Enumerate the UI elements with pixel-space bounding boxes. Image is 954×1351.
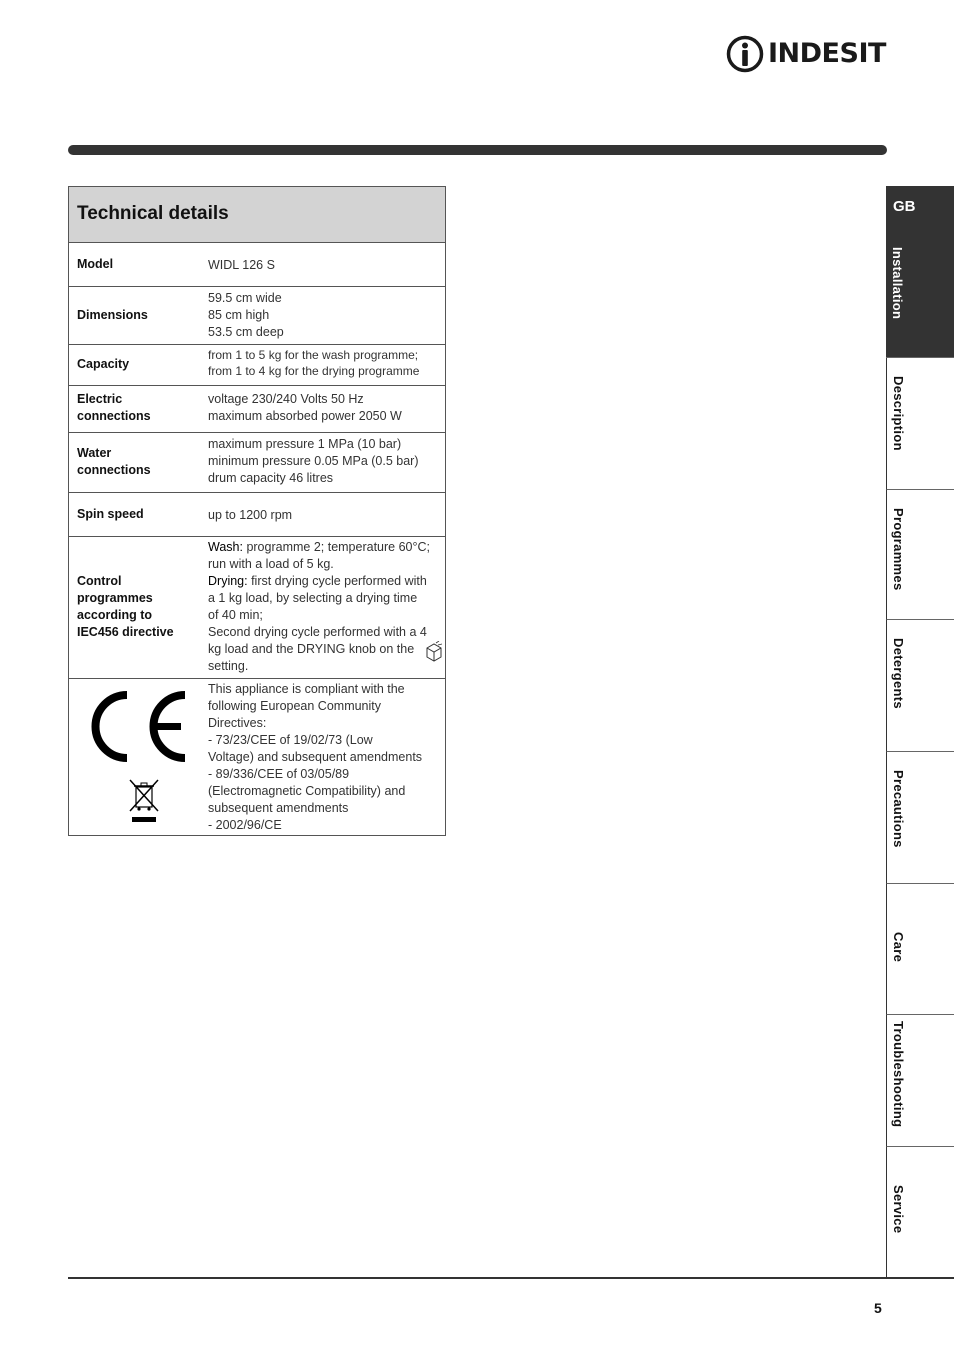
value-line: following European Community xyxy=(208,699,382,713)
tab-installation[interactable] xyxy=(886,229,954,358)
table-header xyxy=(69,187,445,243)
table-title: Technical details xyxy=(77,203,229,224)
page-number: 5 xyxy=(874,1300,882,1316)
value-line: This appliance is compliant with the xyxy=(208,682,405,696)
value-line: Wash: programme 2; temperature 60°C; xyxy=(208,540,430,554)
value-line: setting. xyxy=(208,659,249,673)
table-row-model xyxy=(69,243,445,287)
table-row-water xyxy=(69,433,445,493)
value-line: subsequent amendments xyxy=(208,801,349,815)
value-line: Drying: first drying cycle performed with xyxy=(208,574,427,588)
value-line: of 40 min; xyxy=(208,608,263,622)
value-line: (Electromagnetic Compatibility) and xyxy=(208,784,406,798)
value-line: from 1 to 4 kg for the drying programme xyxy=(208,363,420,378)
tab-programmes[interactable] xyxy=(886,490,954,620)
value-line: Voltage) and subsequent amendments xyxy=(208,750,423,764)
row-value xyxy=(208,391,402,425)
row-value xyxy=(208,681,422,834)
value-line: Directives: xyxy=(208,716,267,730)
tab-label: Installation xyxy=(890,247,905,320)
indesit-logo xyxy=(726,34,886,74)
row-label: Electric connections xyxy=(77,392,151,423)
tab-service[interactable] xyxy=(886,1147,954,1278)
value-line: 53.5 cm deep xyxy=(208,325,284,339)
row-value xyxy=(208,348,419,379)
value-line: minimum pressure 0.05 MPa (0.5 bar) xyxy=(208,454,419,468)
row-value xyxy=(208,539,430,675)
row-label: Control programmes according to IEC456 directive xyxy=(77,574,174,639)
value-line: 85 cm high xyxy=(208,308,270,322)
table-row-dimensions xyxy=(69,287,445,345)
value-line: - 89/336/CEE of 03/05/89 xyxy=(208,767,350,781)
ce-mark-icon xyxy=(91,689,191,764)
indesit-i-logo-icon xyxy=(726,35,764,73)
tab-label: Service xyxy=(891,1185,906,1234)
language-label: GB xyxy=(893,198,916,215)
tab-label: Troubleshooting xyxy=(891,1021,906,1128)
row-label: Model xyxy=(77,257,114,271)
row-label: Spin speed xyxy=(77,507,144,521)
drying-setting-box-icon xyxy=(424,641,444,663)
row-value xyxy=(208,436,419,487)
row-label: Capacity xyxy=(77,357,130,371)
value-line: Second drying cycle performed with a 4 xyxy=(208,625,427,639)
technical-details-table xyxy=(68,186,446,836)
logo-text: INDESIT xyxy=(768,38,886,69)
row-value xyxy=(208,290,284,341)
row-label: Water connections xyxy=(77,446,151,477)
tab-detergents[interactable] xyxy=(886,620,954,752)
value-line: maximum pressure 1 MPa (10 bar) xyxy=(208,437,402,451)
value-line: - 73/23/CEE of 19/02/73 (Low xyxy=(208,733,373,747)
table-row-electric xyxy=(69,386,445,433)
value-line: drum capacity 46 litres xyxy=(208,471,334,485)
value-line: a 1 kg load, by selecting a drying time xyxy=(208,591,418,605)
section-sidebar xyxy=(886,186,954,1278)
table-row-capacity xyxy=(69,345,445,386)
value-line: 59.5 cm wide xyxy=(208,291,282,305)
table-row-spin xyxy=(69,493,445,537)
language-badge xyxy=(886,186,954,229)
weee-crossed-bin-icon xyxy=(127,777,161,825)
value-line: maximum absorbed power 2050 W xyxy=(208,409,402,423)
tab-care[interactable] xyxy=(886,884,954,1015)
tab-label: Care xyxy=(891,932,906,963)
tab-label: Description xyxy=(891,376,906,451)
value-line: kg load and the DRYING knob on the xyxy=(208,642,415,656)
tab-label: Precautions xyxy=(891,770,906,848)
value-line: voltage 230/240 Volts 50 Hz xyxy=(208,392,364,406)
tab-troubleshooting[interactable] xyxy=(886,1015,954,1147)
table-row-compliance xyxy=(69,679,445,835)
row-label: Dimensions xyxy=(77,308,148,322)
value-line: - 2002/96/CE xyxy=(208,818,282,832)
row-value: WIDL 126 S xyxy=(208,258,275,272)
footer-rule xyxy=(68,1277,954,1279)
table-row-control-programmes xyxy=(69,537,445,679)
tab-label: Programmes xyxy=(891,508,906,591)
header-rule xyxy=(68,145,887,155)
row-value: up to 1200 rpm xyxy=(208,508,293,522)
value-line: run with a load of 5 kg. xyxy=(208,557,334,571)
value-line: from 1 to 5 kg for the wash programme; xyxy=(208,348,419,362)
tab-precautions[interactable] xyxy=(886,752,954,884)
tab-label: Detergents xyxy=(891,638,906,709)
tab-description[interactable] xyxy=(886,358,954,490)
